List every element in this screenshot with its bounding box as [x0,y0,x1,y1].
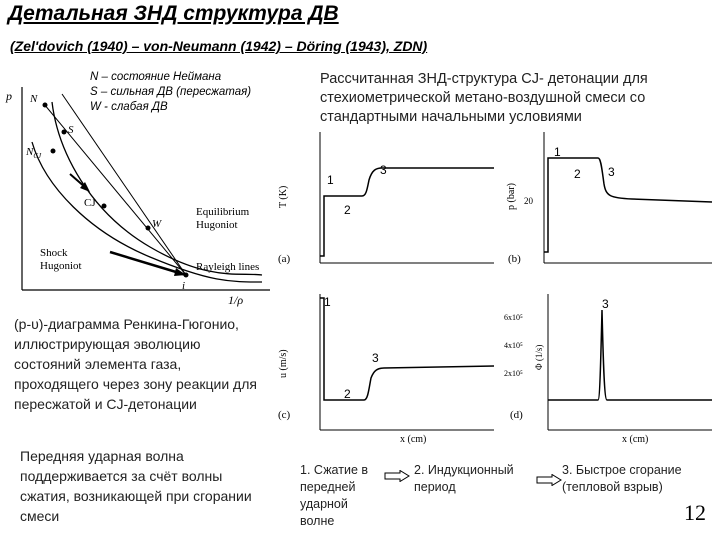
rayleigh-arrow-shaft [110,252,186,275]
panel-a-tag: (a) [278,253,291,265]
panel-c-xlabel: x (cm) [400,434,427,445]
label-equilibrium-1: Equilibrium [196,206,250,218]
rankine-hugoniot-diagram [0,82,290,307]
shock-note: Передняя ударная волна поддерживается за счёт волны сжатия, возникающей при сгорании смеси [20,448,252,524]
label-n-cj: $N_{CJ}$ [26,146,42,160]
label-n: N [30,93,38,105]
stage-2: 2. Индукционный период [414,463,514,494]
structure-description: Рассчитанная ЗНД-структура CJ- детонации для стехиометрической метано-воздушной смеси со стандартными начальными условиями [320,71,648,125]
heat-release-curve [548,310,712,400]
panel-b-ylabel: p (bar) [506,183,517,210]
panel-b-tag: (b) [508,253,521,265]
panel-d-xlabel: x (cm) [622,434,649,445]
panel-d-ylabel: Φ (1/s) [534,344,544,370]
panel-d-ytick-3: 2x10⁵ [504,369,523,378]
page-subtitle: (Zel'dovich (1940) – von-Neumann (1942) – Döring (1943), ZDN) [10,38,428,54]
panel-a-mark-1: 1 [327,173,334,187]
panel-b-mark-1: 1 [554,145,561,159]
stage-arrow-2-icon [536,474,562,486]
panel-a-ylabel: T (K) [278,185,289,208]
label-i: i [182,280,186,292]
point-cj [102,204,107,209]
label-shock-2: Hugoniot [40,260,82,272]
point-s [62,130,67,135]
legend-w: W - слабая ДВ [90,101,168,113]
diagram-y-label: p [6,89,12,103]
stage-1: 1. Сжатие в передней ударной волне [300,463,369,528]
velocity-curve [320,298,494,400]
page-title: Детальная ЗНД структура ДВ [8,2,339,25]
stage-3: 3. Быстрое сгорание (тепловой взрыв) [562,463,682,494]
label-shock-1: Shock [40,247,68,259]
stage-arrow-1-icon [384,470,410,482]
panel-velocity [272,290,502,448]
legend-n: N – состояние Неймана [90,71,222,83]
diagram-x-label: 1/ρ [228,293,244,307]
panel-d-mark-3: 3 [602,297,609,311]
label-equilibrium-2: Hugoniot [196,219,238,231]
panel-d-ytick-1: 6x10⁵ [504,313,523,322]
label-s: S [68,124,74,136]
pressure-curve [544,158,712,252]
panel-b-mark-3: 3 [608,165,615,179]
label-w: W [152,218,162,230]
panel-b-mark-2: 2 [574,167,581,181]
point-w [146,226,151,231]
panel-a-mark-2: 2 [344,203,351,217]
panel-temperature [272,128,502,276]
panel-heat-release [502,290,717,448]
panel-pressure [502,128,717,276]
panel-c-ylabel: u (m/s) [278,349,289,378]
point-n-cj [51,149,56,154]
label-rayleigh: Rayleigh lines [196,261,260,273]
legend-s: S – сильная ДВ (пересжатая) [90,86,252,98]
page-number: 12 [684,500,706,525]
diagram-caption: (p-υ)-диаграмма Ренкина-Гюгонио, иллюстрирующая эволюцию состояний элемента газа, проходящего через зону реакции для пересжатой и CJ-детонации [14,316,257,412]
panel-c-mark-1: 1 [324,295,331,309]
point-n [43,103,48,108]
panel-d-ytick-2: 4x10⁵ [504,341,523,350]
panel-c-mark-3: 3 [372,351,379,365]
panel-c-mark-2: 2 [344,387,351,401]
panel-d-tag: (d) [510,409,523,421]
label-cj: CJ [84,197,96,209]
point-i [184,273,189,278]
panel-b-ytick: 20 [524,196,533,206]
panel-a-mark-3: 3 [380,163,387,177]
panel-c-tag: (c) [278,409,291,421]
